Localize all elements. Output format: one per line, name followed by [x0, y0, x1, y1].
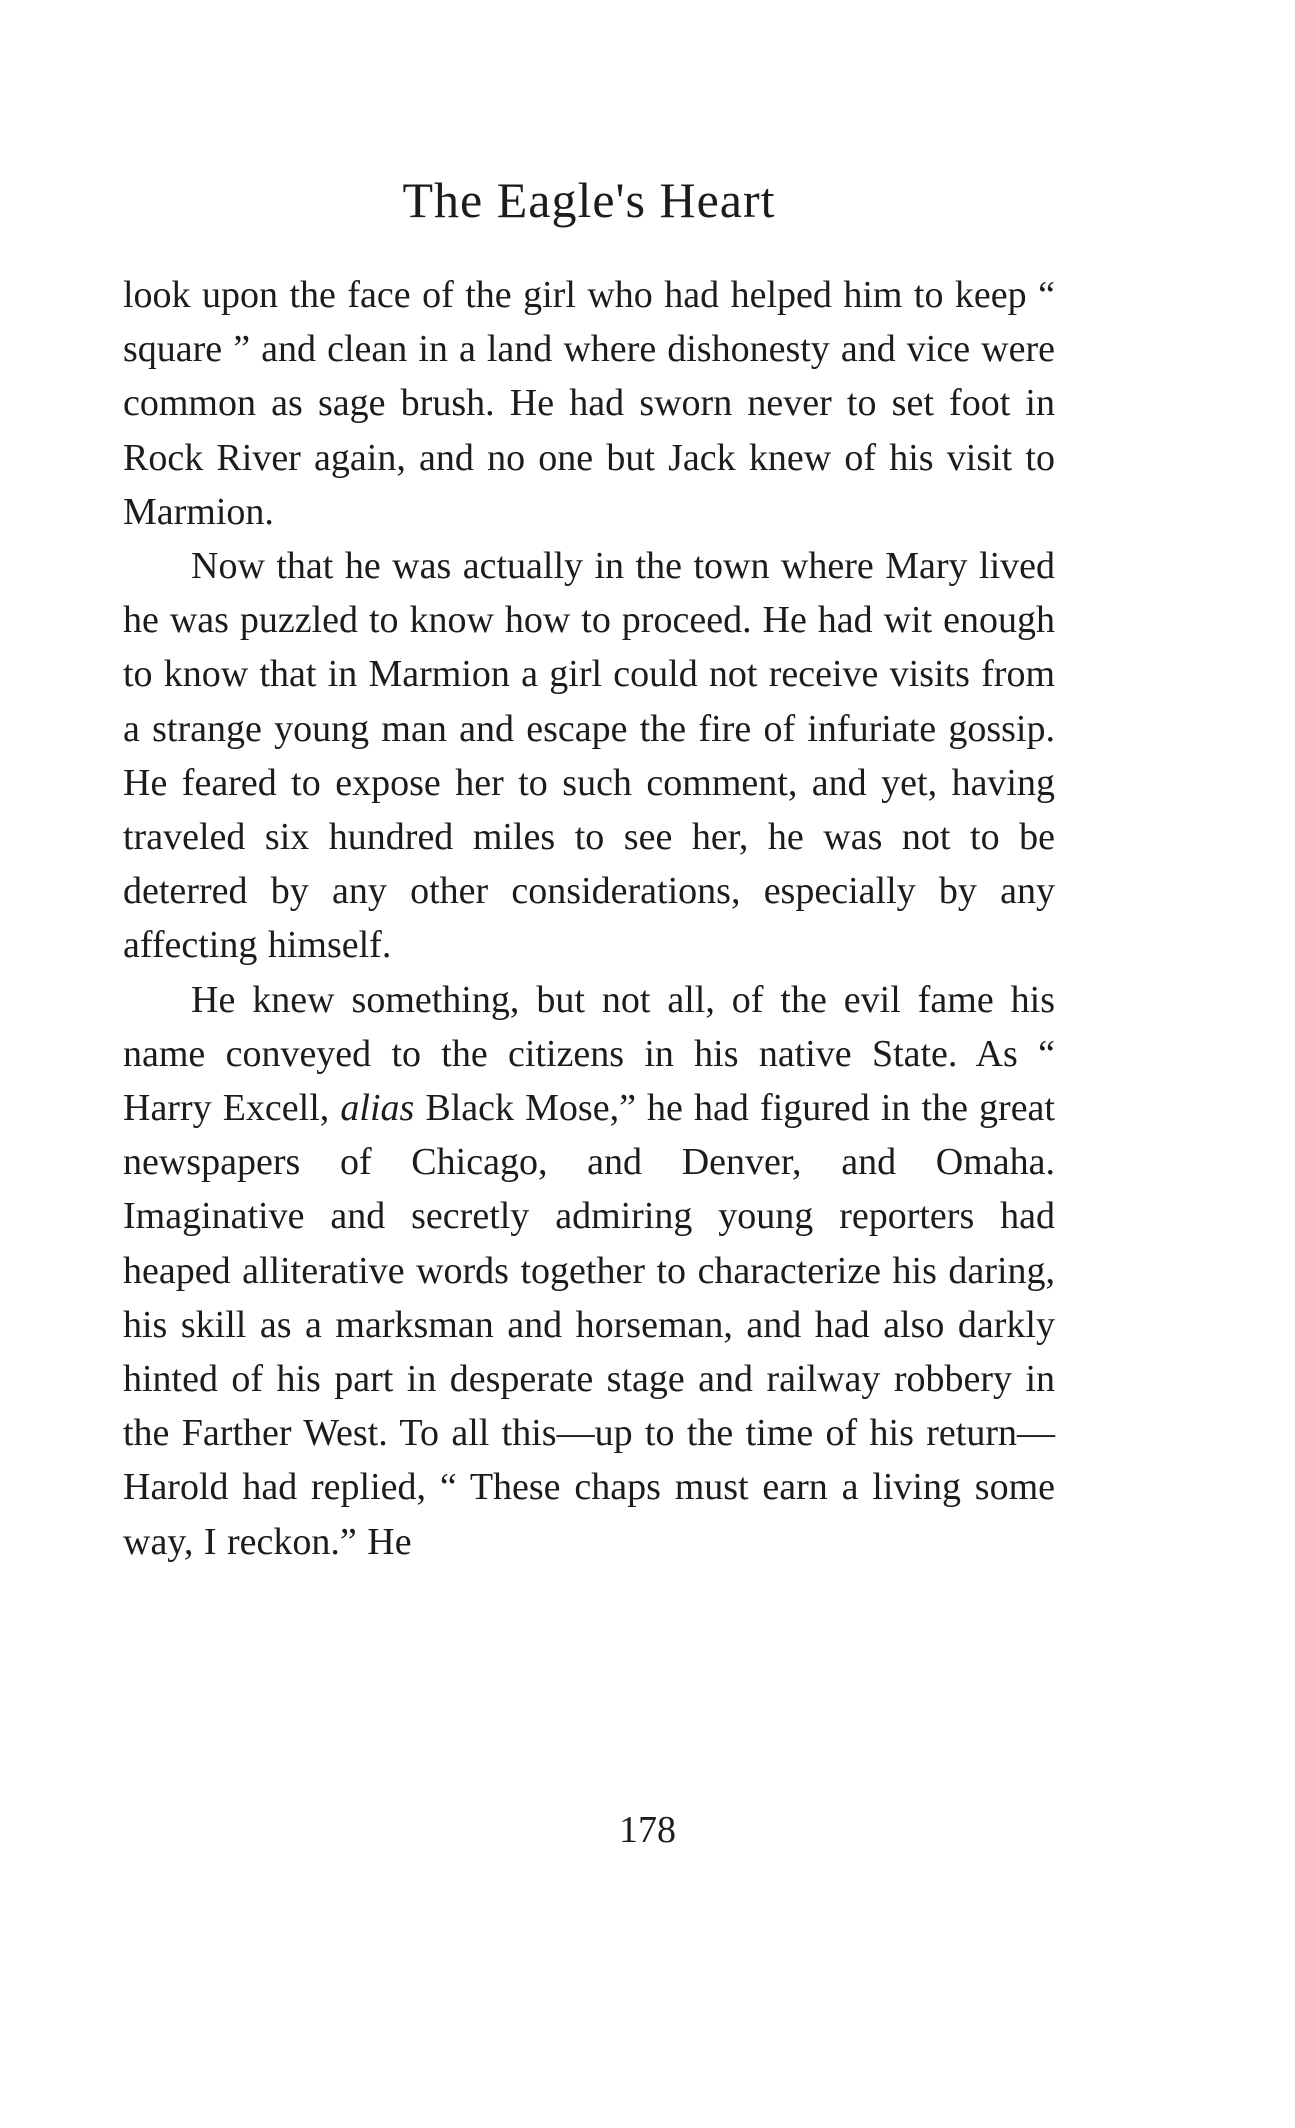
paragraph-text: look upon the face of the girl who had helped him to keep “ square ” and clean in a land where dishonesty and vice were common as sage brush. He had sworn never to set foot in Rock River again, and no one but Jack knew of his visit to Marmion.: [123, 274, 1055, 533]
book-page: [123, 160, 1055, 1569]
running-title: The Eagle's Heart: [402, 172, 776, 228]
page-number: 178: [619, 1809, 676, 1851]
italic-word: alias: [340, 1087, 415, 1130]
paragraph-text: Now that he was actually in the town where Mary lived he was puzzled to know how to proceed. He had wit enough to know that in Marmion a girl could not receive visits from a strange young man and escape the fire of infuriate gossip. He feared to expose her to such comment, and yet, having traveled six hundred miles to see her, he was not to be deterred by any other considerations, especially by any affecting himself.: [123, 545, 1055, 967]
paragraph-1: [123, 268, 1055, 539]
paragraph-text: Black Mose,” he had figured in the great newspapers of Chicago, and Denver, and Omaha. Imaginative and secretly admiring young reporters had heaped alliterative words together to characterize his daring, his skill as a marksman and horseman, and had also darkly hinted of his part in desperate stage and railway robbery in the Farther West. To all this—up to the time of his return—Harold had replied, “ These chaps must earn a living some way, I reckon.” He: [123, 1087, 1055, 1563]
paragraph-3: [123, 973, 1055, 1569]
paragraph-2: [123, 539, 1055, 973]
paragraph-text: He knew something, but not all, of the evil fame his name conveyed to the citizens in his native State. As “ Harry Excell,: [123, 978, 1055, 1130]
